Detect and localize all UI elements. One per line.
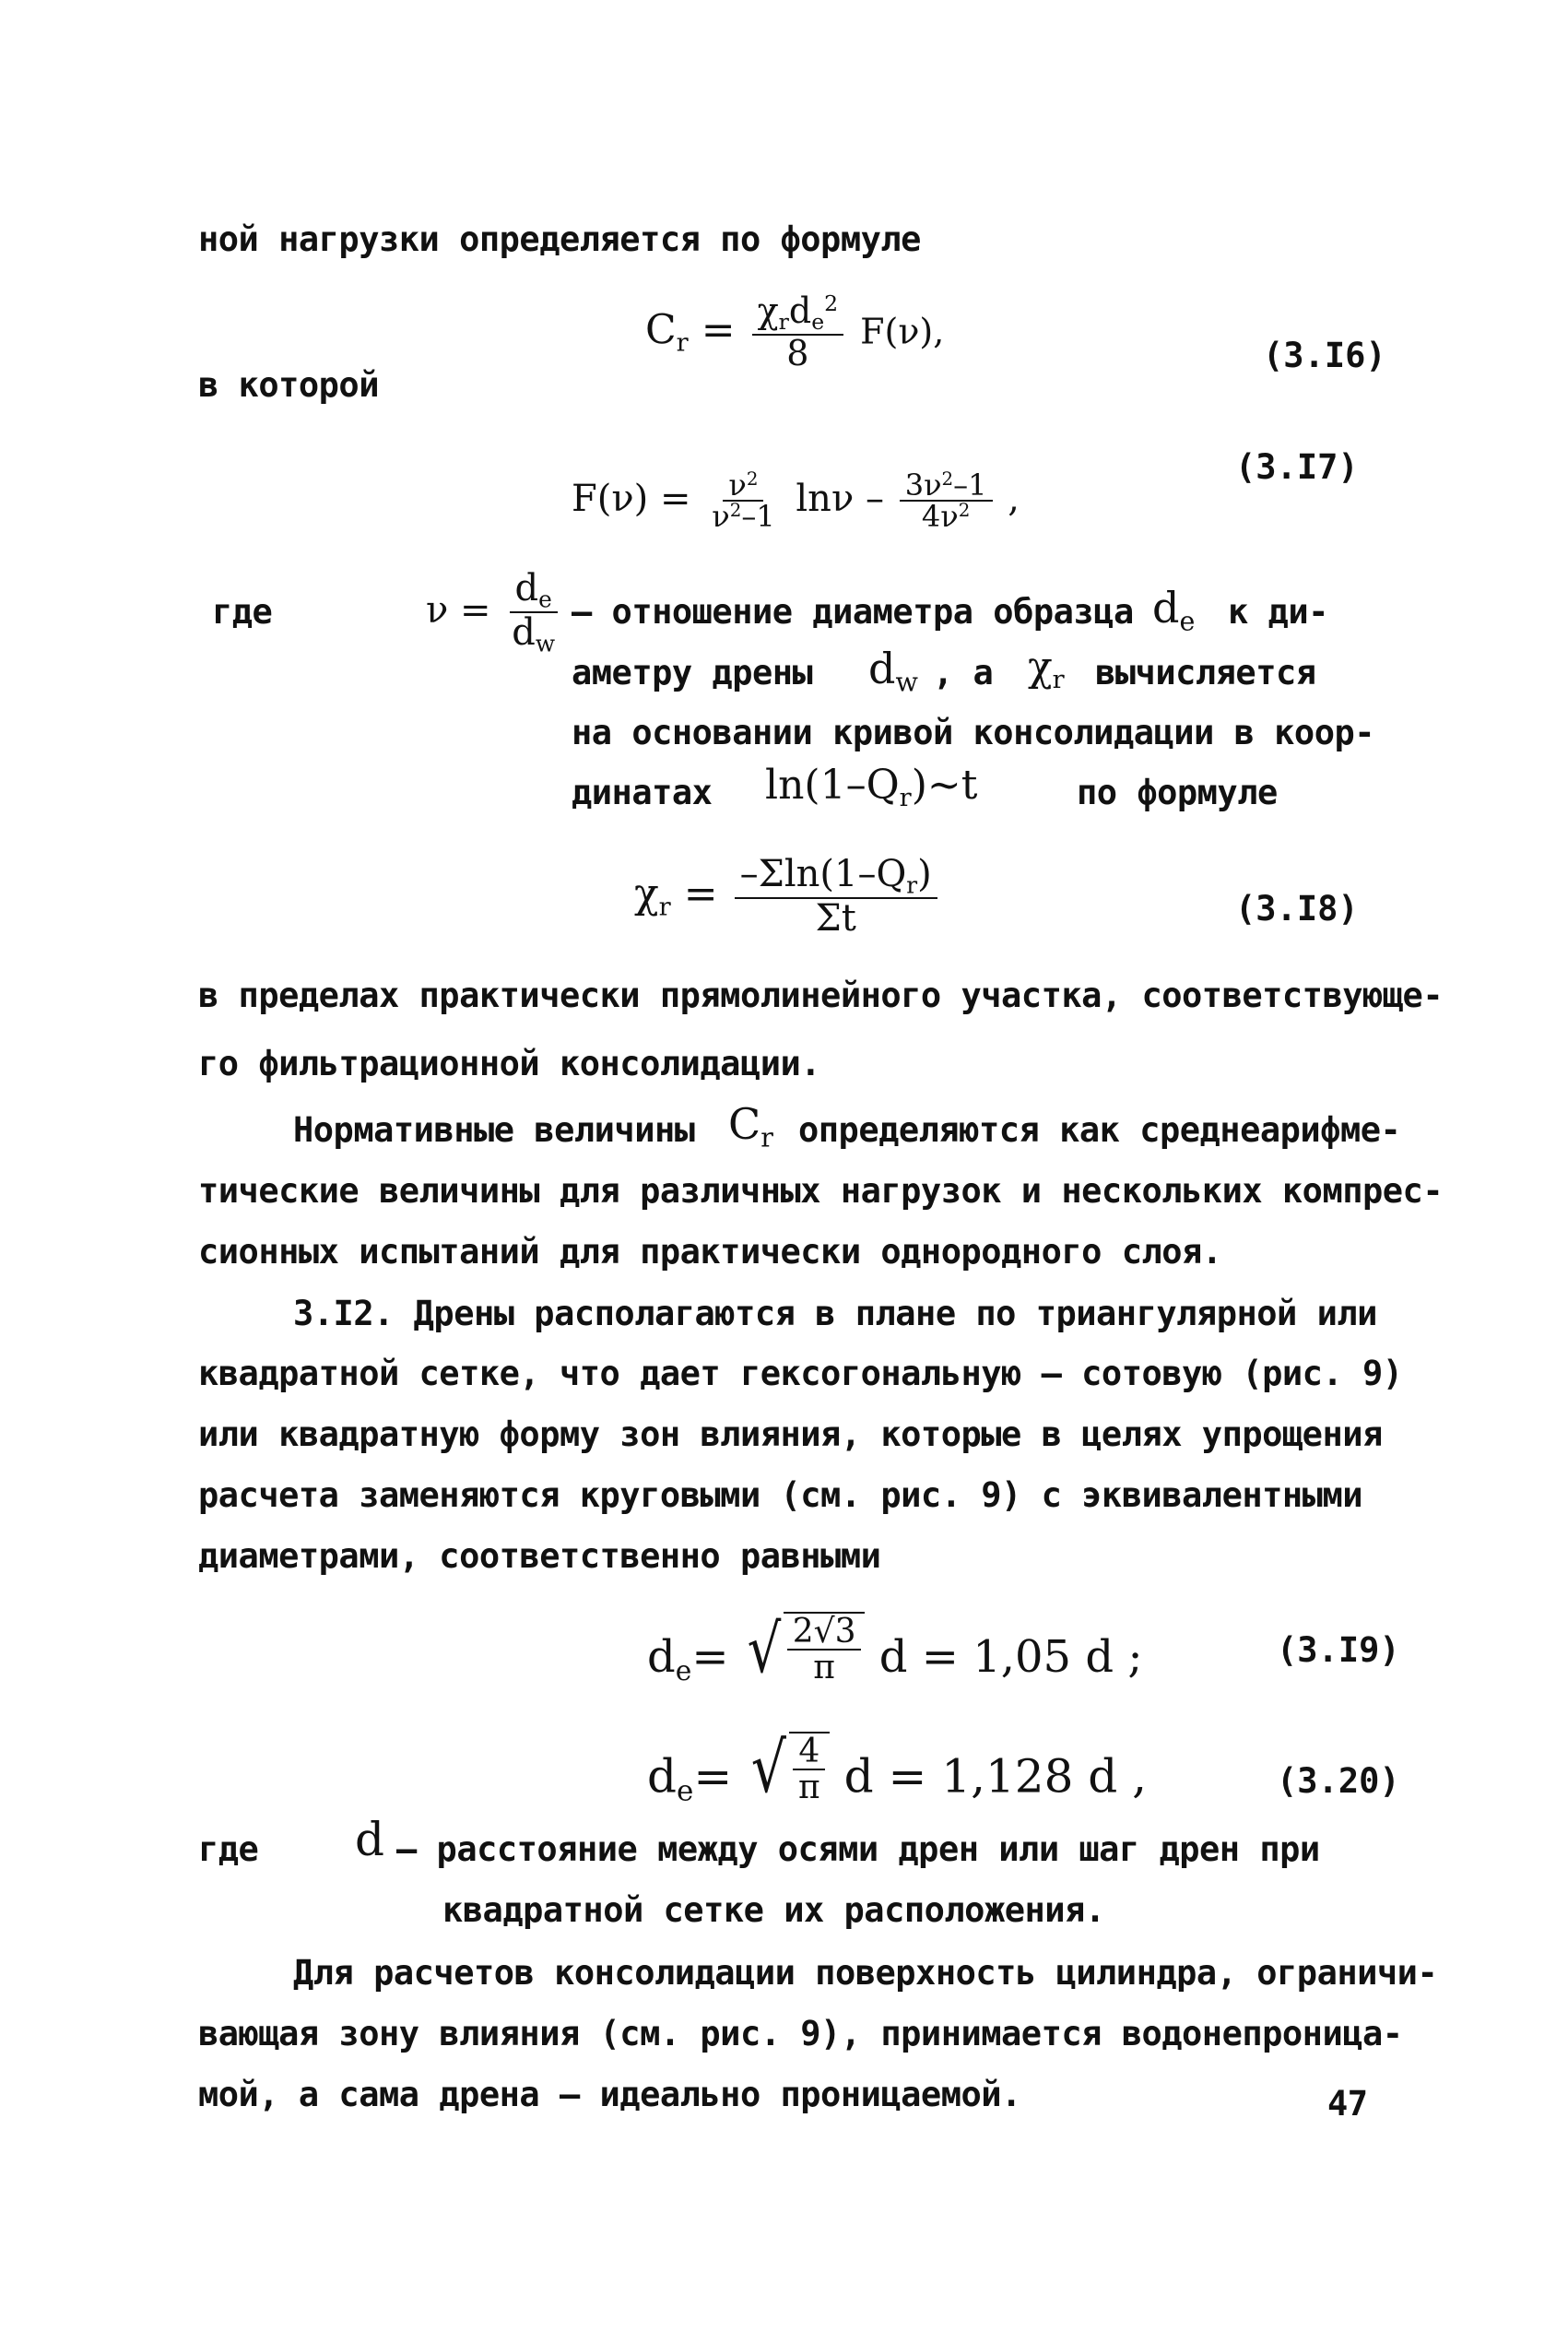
page-number: 47 <box>1327 2084 1368 2124</box>
text-line: квадратной сетке, что дает гексогональную – сотовую (рис. 9) <box>198 1354 1403 1393</box>
equation-number: (3.I6) <box>1263 336 1386 375</box>
text-line: мой, а сама дрена – идеально проницаемой. <box>198 2075 1021 2114</box>
symbol-chi-r: $\chi_r$ <box>1028 644 1065 695</box>
text-line: в пределах практически прямолинейного участка, соответствующе- <box>198 976 1444 1015</box>
formula-3-18: $\chi_r$ = $\frac{-\Sigma\ln(1-Q_r)}{\Sigma t}$ <box>634 856 941 938</box>
text-line: расчета заменяются круговыми (см. рис. 9) с эквивалентными <box>198 1475 1363 1515</box>
text-line: Нормативные величины <box>293 1110 695 1150</box>
equation-number: (3.20) <box>1277 1761 1400 1801</box>
text-line: тические величины для различных нагрузок и нескольких компрес- <box>198 1171 1444 1211</box>
text-line: по формуле <box>1077 773 1278 812</box>
radical-sign: √ <box>747 1609 782 1687</box>
text-line: на основании кривой консолидации в коор- <box>572 713 1375 752</box>
text-line: аметру дрены <box>572 653 813 692</box>
symbol-de: $d_e$ <box>1152 583 1196 637</box>
symbol-cr: $C_r$ <box>728 1099 773 1154</box>
equation-number: (3.I8) <box>1235 889 1359 929</box>
text-line: го фильтрационной консолидации. <box>198 1044 821 1083</box>
text-line: ной нагрузки определяется по формуле <box>198 219 921 259</box>
formula-coordinates: $\ln(1-Q_r)\sim t$ <box>765 762 978 813</box>
formula-3-19: $d_e=$ √ $\frac{2√3}{\pi}$ d = 1,05 d ; <box>647 1609 1143 1687</box>
formula-nu: ν = $\frac{d_e}{d_w}$ <box>426 570 564 657</box>
equation-number: (3.I9) <box>1277 1630 1400 1670</box>
equation-number: (3.I7) <box>1235 447 1359 487</box>
symbol-d: d <box>355 1813 385 1866</box>
text-line: или квадратную форму зон влияния, которые в целях упрощения <box>198 1414 1383 1454</box>
text-line: диаметрами, соответственно равными <box>198 1536 881 1576</box>
radical-sign: √ <box>750 1727 787 1809</box>
text-line: Для расчетов консолидации поверхность цилиндра, ограничи- <box>293 1953 1438 1993</box>
text-line: где <box>198 1829 259 1869</box>
symbol-dw: $d_w$ <box>868 644 918 698</box>
text-line: квадратной сетке их расположения. <box>442 1890 1105 1930</box>
text-line: – расстояние между осями дрен или шаг дрен при <box>396 1829 1320 1869</box>
text-line: в которой <box>198 365 379 405</box>
text-line: определяются как среднеарифме- <box>798 1110 1401 1150</box>
text-line: где <box>212 592 273 632</box>
text-line: к ди- <box>1228 592 1328 632</box>
formula-3-17: F(ν) = $\frac{\nu^2}{\nu^2-1}$ lnν – $\frac{3\nu^2-1}{4\nu^2}$ , <box>572 467 1020 534</box>
text-line: сионных испытаний для практически однородного слоя. <box>198 1232 1222 1272</box>
text-line: – отношение диаметра образца <box>572 592 1134 632</box>
text-line: 3.I2. Дрены располагаются в плане по триангулярной или <box>293 1294 1377 1333</box>
text-line: динатах <box>572 773 713 812</box>
formula-3-20: $d_e=$ √ $\frac{4}{\pi}$ d = 1,128 d , <box>647 1727 1148 1809</box>
text-line: вающая зону влияния (см. рис. 9), принимается водонепроница- <box>198 2014 1403 2053</box>
text-line: вычисляется <box>1095 653 1316 692</box>
text-line: , а <box>933 653 994 692</box>
formula-3-16: $C_r$ = $\frac{\chi_rd_e^2}{8}$ F(ν), <box>645 290 945 373</box>
